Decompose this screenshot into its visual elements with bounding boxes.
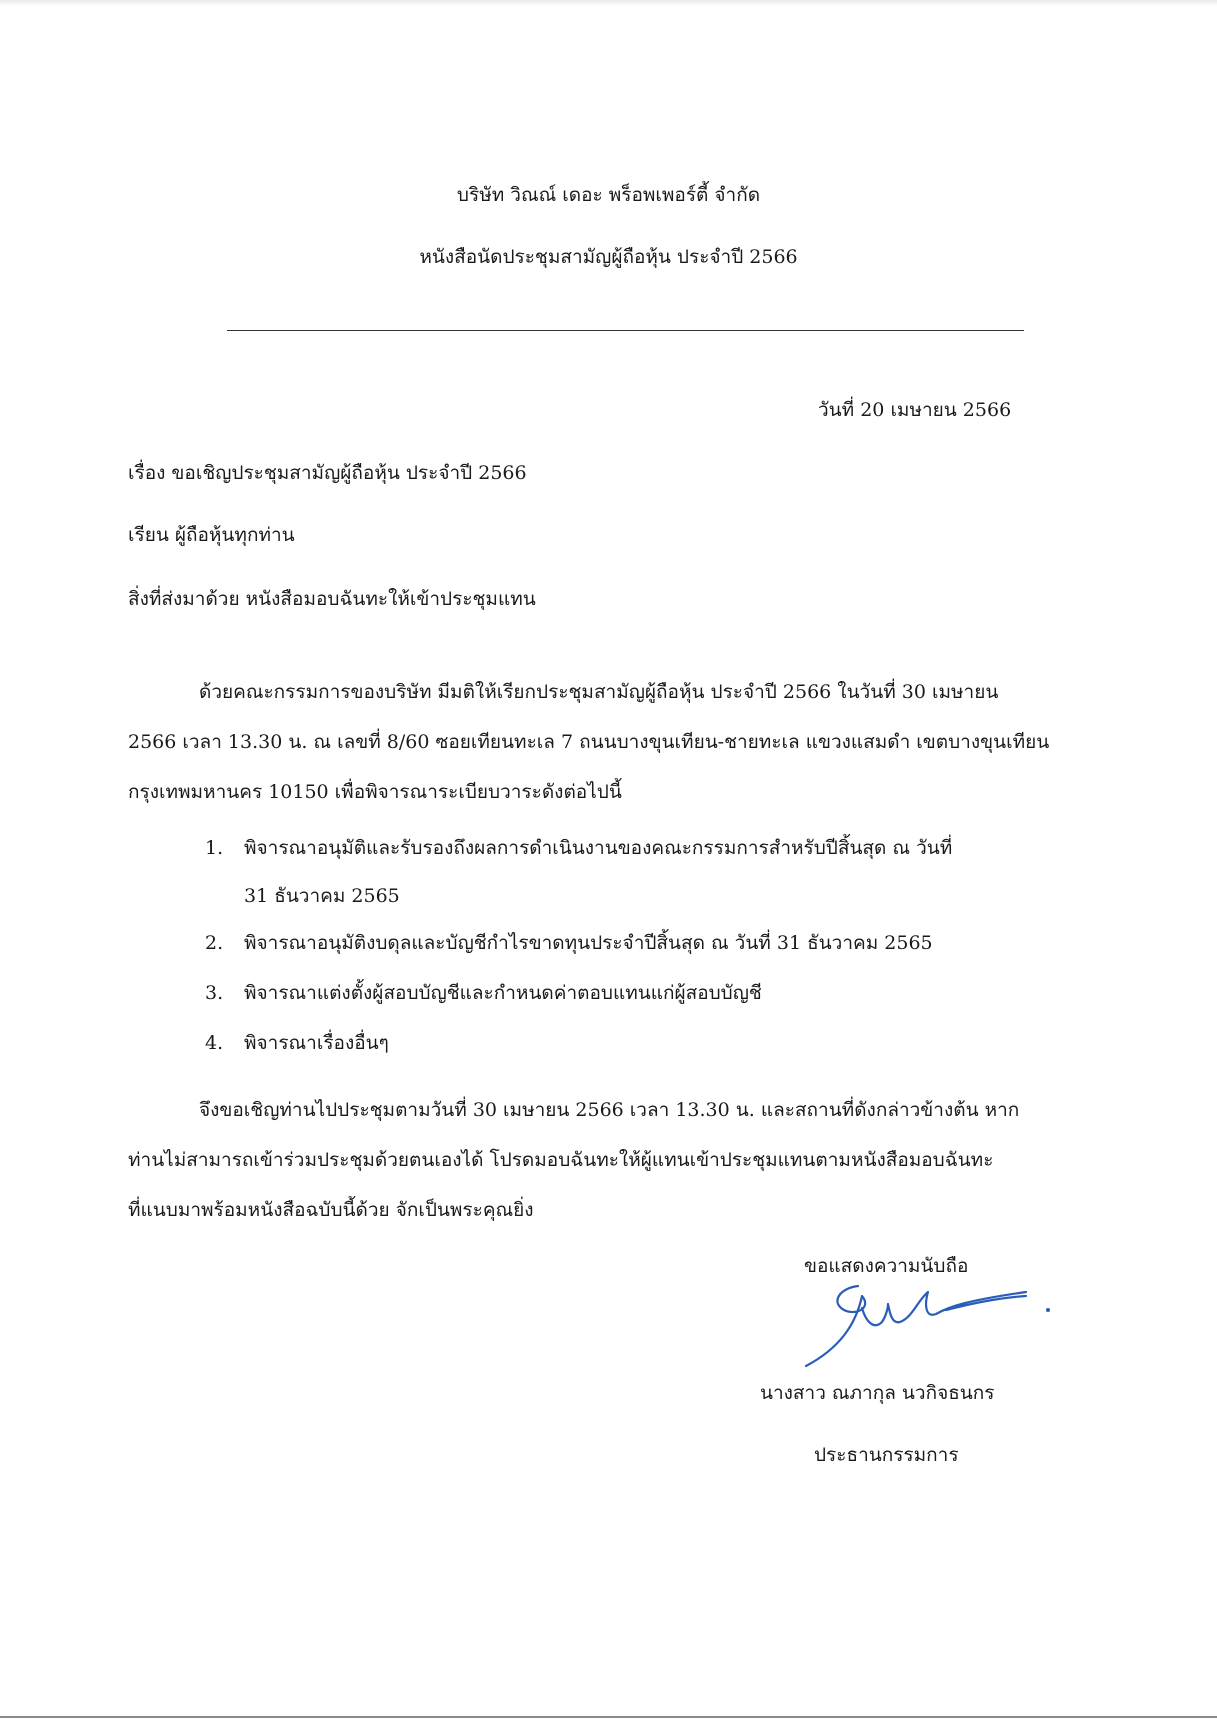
agenda-item-number: 1. [205,837,224,859]
letter-enclosure: สิ่งที่ส่งมาด้วย หนังสือมอบฉันทะให้เข้าประชุมแทน [128,588,536,610]
intro-line-2: 2566 เวลา 13.30 น. ณ เลขที่ 8/60 ซอยเทียนทะเล 7 ถนนบางขุนเทียน-ชายทะเล แขวงแสมดำ เขตบางขุนเทียน [128,731,1050,753]
scan-edge-bottom [0,1716,1217,1718]
intro-line-1: ด้วยคณะกรรมการของบริษัท มีมติให้เรียกประชุมสามัญผู้ถือหุ้น ประจำปี 2566 ในวันที่ 30 เมษายน [199,681,999,703]
signatory-position: ประธานกรรมการ [814,1444,959,1466]
agenda-item-number: 3. [205,982,224,1004]
closing-line-2: ท่านไม่สามารถเข้าร่วมประชุมด้วยตนเองได้ โปรดมอบฉันทะให้ผู้แทนเข้าประชุมแทนตามหนังสือมอบฉันทะ [128,1149,994,1171]
company-name: บริษัท วิณณ์ เดอะ พร็อพเพอร์ตี้ จำกัด [456,184,761,206]
signature-image [800,1278,1060,1368]
agenda-item-text: พิจารณาแต่งตั้งผู้สอบบัญชีและกำหนดค่าตอบแทนแก่ผู้สอบบัญชี [244,982,762,1004]
intro-line-3: กรุงเทพมหานคร 10150 เพื่อพิจารณาระเบียบวาระดังต่อไปนี้ [128,781,622,803]
agenda-item-number: 2. [205,932,224,954]
agenda-item-text: พิจารณาอนุมัติงบดุลและบัญชีกำไรขาดทุนประจำปีสิ้นสุด ณ วันที่ 31 ธันวาคม 2565 [244,932,933,954]
header-divider [227,330,1024,331]
letter-date: วันที่ 20 เมษายน 2566 [818,399,1012,421]
closing-line-1: จึงขอเชิญท่านไปประชุมตามวันที่ 30 เมษายน 2566 เวลา 13.30 น. และสถานที่ดังกล่าวข้างต้น หาก [199,1099,1020,1121]
letter-recipient: เรียน ผู้ถือหุ้นทุกท่าน [128,524,295,546]
scan-edge-top [0,0,1217,6]
document-title: หนังสือนัดประชุมสามัญผู้ถือหุ้น ประจำปี 2566 [419,246,798,268]
signoff-regards: ขอแสดงความนับถือ [804,1255,969,1277]
agenda-item-text: พิจารณาอนุมัติและรับรองถึงผลการดำเนินงานของคณะกรรมการสำหรับปีสิ้นสุด ณ วันที่ [244,837,953,859]
signatory-name: นางสาว ณภากุล นวกิจธนกร [760,1382,995,1404]
letter-subject: เรื่อง ขอเชิญประชุมสามัญผู้ถือหุ้น ประจำปี 2566 [128,462,527,484]
agenda-item-text: พิจารณาเรื่องอื่นๆ [244,1032,389,1054]
closing-line-3: ที่แนบมาพร้อมหนังสือฉบับนี้ด้วย จักเป็นพระคุณยิ่ง [128,1199,534,1221]
agenda-item-number: 4. [205,1032,224,1054]
agenda-item-continuation: 31 ธันวาคม 2565 [244,885,400,907]
